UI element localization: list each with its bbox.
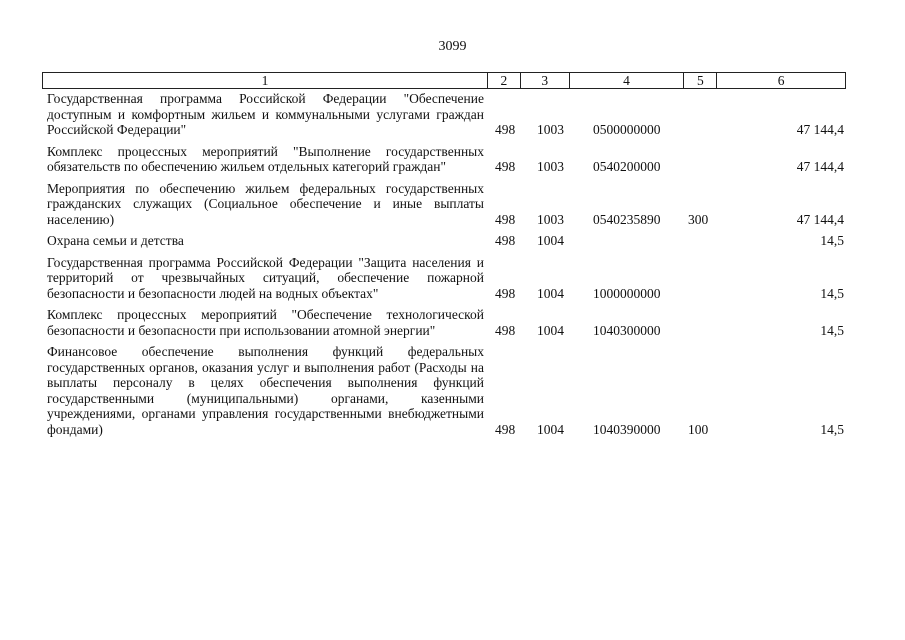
table-row [47, 91, 846, 138]
row-description: Комплекс процессных мероприятий "Обеспечение технологической безопасности и безопасности при использовании атомной энергии" [47, 307, 484, 338]
row-cs: 0540200000 [593, 159, 661, 174]
row-rz: 1004 [537, 322, 564, 338]
row-sum: 14,5 [820, 285, 844, 301]
row-sum: 47 144,4 [796, 122, 844, 137]
row-sum: 14,5 [820, 322, 844, 338]
table-body [47, 91, 846, 443]
row-description: Государственная программа Российской Федерации "Защита населения и территорий от чрезвычайных ситуаций, обеспечение пожарной безопасности и безопасности людей на водных объектах" [47, 254, 484, 301]
header-col-3: 3 [521, 73, 570, 88]
row-vr: 300 [688, 211, 709, 227]
row-rz: 1003 [537, 211, 564, 227]
row-sum: 47 144,4 [796, 159, 844, 174]
table-row [47, 307, 846, 338]
row-sum: 14,5 [820, 421, 844, 437]
row-rz: 1003 [537, 122, 564, 137]
header-col-1: 1 [43, 73, 488, 88]
row-rz: 1004 [537, 233, 564, 248]
header-col-6: 6 [777, 73, 785, 88]
row-description: Охрана семьи и детства [47, 233, 184, 248]
header-col-4: 4 [570, 73, 685, 88]
row-rz: 1004 [537, 285, 564, 301]
page-number: 3099 [438, 39, 467, 54]
row-gr: 498 [495, 322, 516, 338]
header-col-2: 2 [488, 73, 521, 88]
row-gr: 498 [495, 159, 516, 174]
row-cs: 1040390000 [593, 421, 661, 437]
row-cs: 0540235890 [593, 211, 661, 227]
table-row [47, 344, 846, 437]
header-col-5: 5 [684, 73, 717, 88]
row-gr: 498 [495, 233, 516, 248]
row-sum: 47 144,4 [796, 211, 844, 227]
row-rz: 1004 [537, 421, 564, 437]
row-gr: 498 [495, 285, 516, 301]
table-row [47, 233, 846, 249]
row-rz: 1003 [537, 159, 564, 174]
row-cs: 1000000000 [593, 285, 661, 301]
row-description: Комплекс процессных мероприятий "Выполнение государственных обязательств по обеспечению жильем отдельных категорий граждан" [47, 143, 484, 174]
row-gr: 498 [495, 211, 516, 227]
row-cs: 1040300000 [593, 322, 661, 338]
row-sum: 14,5 [820, 233, 844, 248]
row-description: Государственная программа Российской Федерации "Обеспечение доступным и комфортным жильем и коммунальными услугами граждан Российской Федерации" [47, 91, 484, 137]
row-gr: 498 [495, 421, 516, 437]
row-vr: 100 [688, 421, 709, 437]
row-description: Финансовое обеспечение выполнения функций федеральных государственных органов, оказания услуг и выполнения работ (Расходы на выплаты персоналу в целях обеспечения выполнения функций государственными (муниципальными) органами, казенными учреждениями, органами управления государственными внебюджетными фондами) [47, 344, 484, 437]
table-header [42, 72, 846, 89]
table-row [47, 144, 846, 175]
row-gr: 498 [495, 122, 516, 137]
row-cs: 0500000000 [593, 122, 661, 137]
row-description: Мероприятия по обеспечению жильем федеральных государственных гражданских служащих (Социальное обеспечение и иные выплаты населению) [47, 180, 484, 227]
table-row [47, 255, 846, 302]
table-row [47, 181, 846, 228]
